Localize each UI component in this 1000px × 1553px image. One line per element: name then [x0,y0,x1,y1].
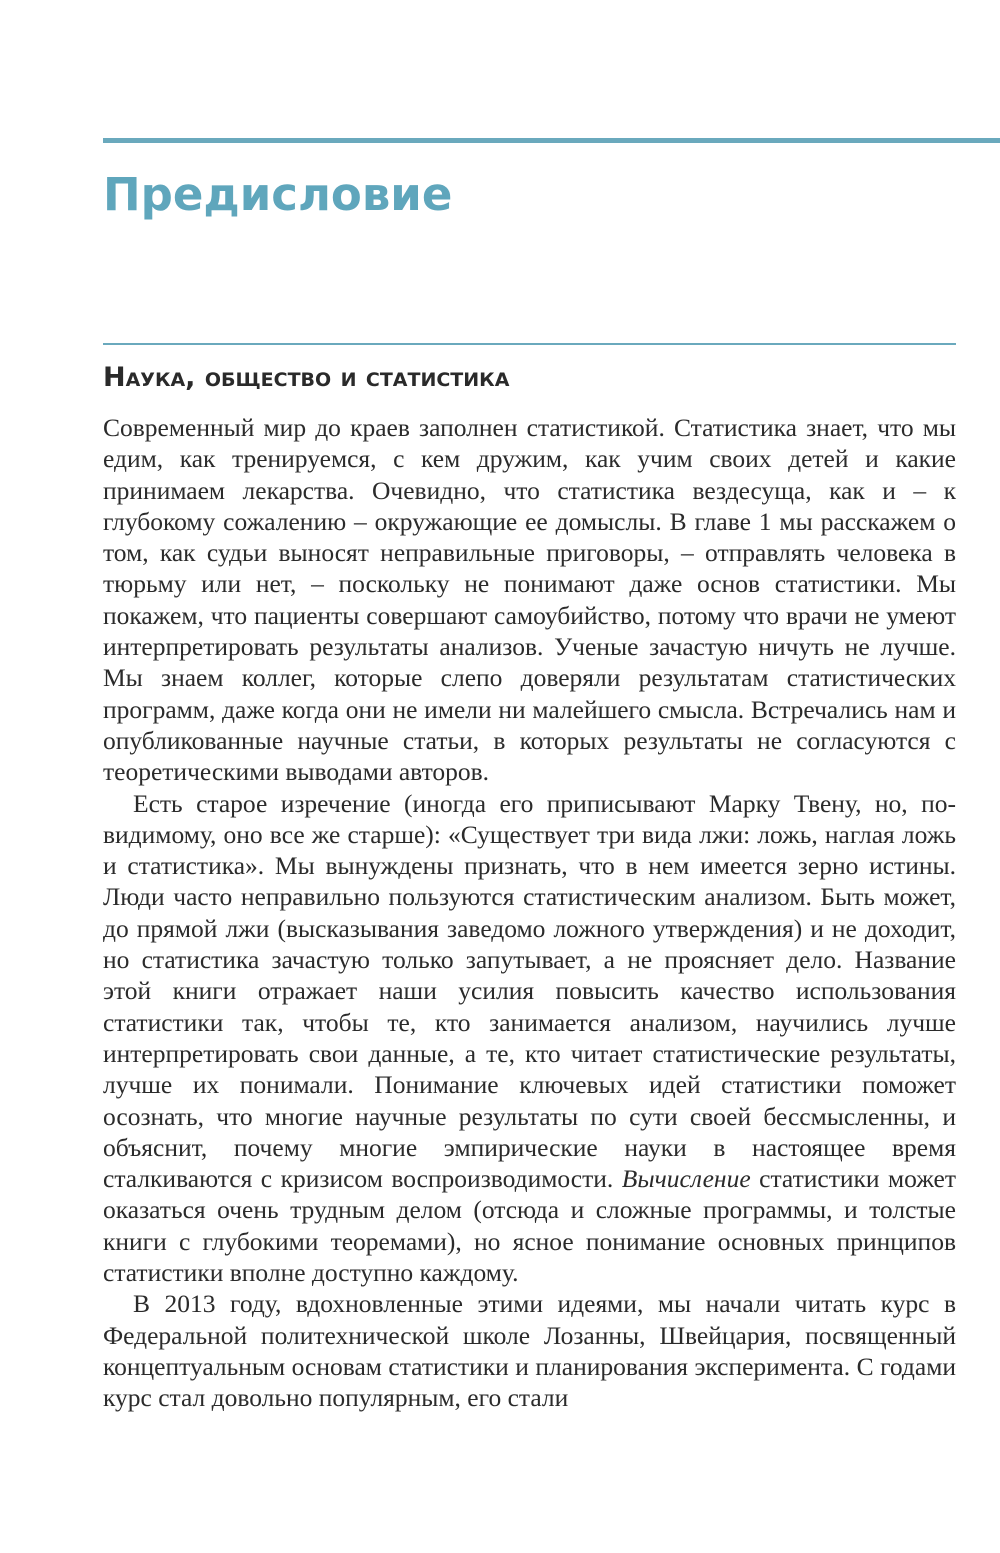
paragraph-2-text-after: статистики может оказаться очень трудным делом (отсюда и сложные программы, и толстые книги с глубокими теоремами), но ясное понимание основных принципов статистики вполне доступно каждому. [103,1164,957,1288]
paragraph-2 [103,788,956,1289]
paragraph-2-text-before: Есть старое изречение (иногда его приписывают Марку Твену, но, по-видимому, оно все же старше): «Существует три вида лжи: ложь, наглая ложь и статистика». Мы вынуждены признать, что в нем имеется зерно истины. Люди часто неправильно пользуются статистическим анализом. Быть может, до прямой лжи (высказывания заведомо ложного утверждения) и не доходит, но статистика зачастую только запутывает, а не проясняет дело. Название этой книги отражает наши усилия повысить качество использования статистики так, чтобы те, кто занимается анализом, научились лучше интерпретировать свои данные, а те, кто читает статистические результаты, лучше их понимали. Понимание ключевых идей статистики поможет осознать, что многие научные результаты по сути своей бессмысленны, и объяснит, почему многие эмпирические науки в настоящее время сталкиваются с кризисом воспроизводимости. [103,788,956,1194]
chapter-title: Предисловие [103,168,453,221]
chapter-top-rule [103,138,1000,143]
body-text [103,412,956,1414]
section-rule [103,343,956,345]
section-title: Наука, общество и статистика [103,362,510,393]
paragraph-1: Современный мир до краев заполнен статистикой. Статистика знает, что мы едим, как тренируемся, с кем дружим, как учим своих детей и какие принимаем лекарства. Очевидно, что статистика вездесуща, как и – к глубокому сожалению – окружающие ее домыслы. В главе 1 мы расскажем о том, как судьи выносят неправильные приговоры, – отправлять человека в тюрьму или нет, – поскольку не понимают даже основ статистики. Мы покажем, что пациенты совершают самоубийство, потому что врачи не умеют интерпретировать результаты анализов. Ученые зачастую ничуть не лучше. Мы знаем коллег, которые слепо доверяли результатам статистических программ, даже когда они не имели ни малейшего смысла. Встречались нам и опубликованные научные статьи, в которых результаты не согласуются с теоретическими выводами авторов. [103,413,956,787]
paragraph-3: В 2013 году, вдохновленные этими идеями, мы начали читать курс в Федеральной политехнической школе Лозанны, Швейцария, посвященный концептуальным основам статистики и планирования эксперимента. С годами курс стал довольно популярным, его стали [103,1289,956,1413]
paragraph-2-emphasis: Вычисление [621,1164,751,1194]
